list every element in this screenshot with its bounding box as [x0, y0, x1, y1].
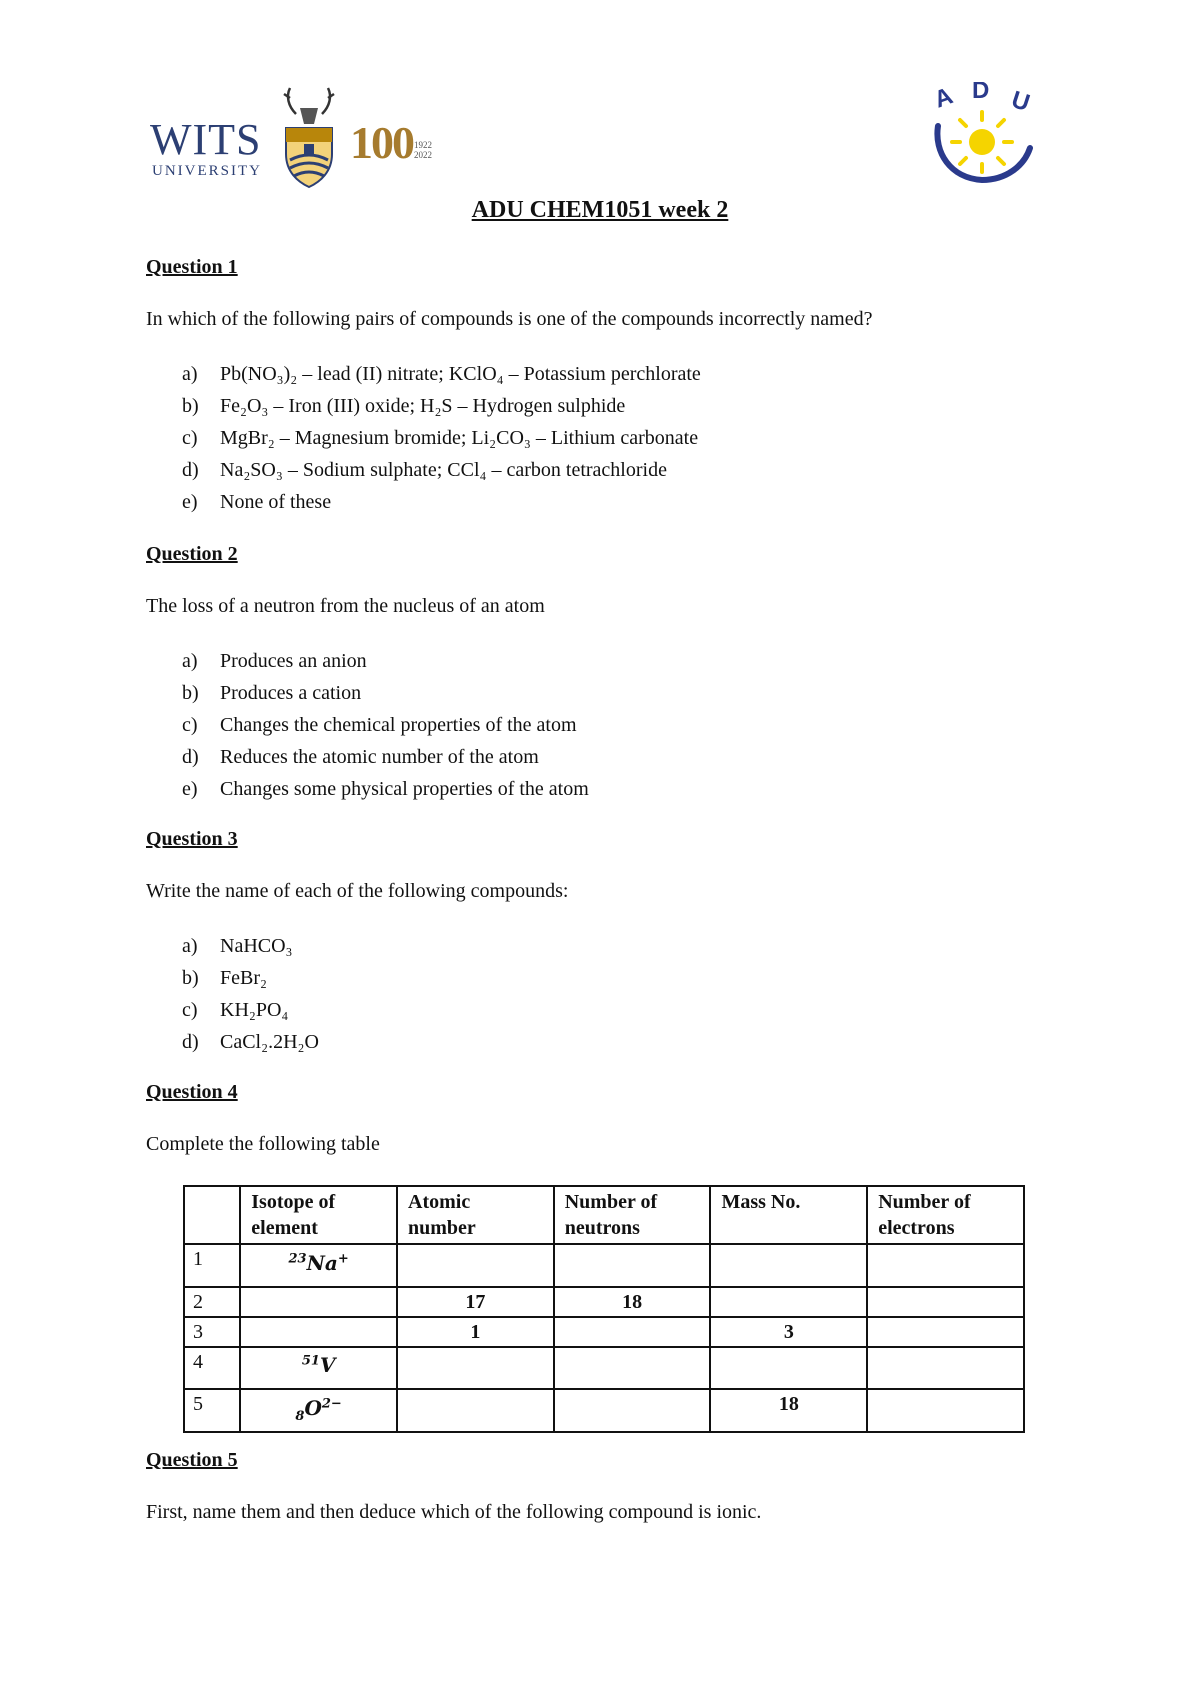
row-number: 2 [184, 1287, 240, 1317]
isotope-cell[interactable] [240, 1317, 397, 1347]
atomic-number-cell[interactable] [397, 1389, 554, 1432]
adu-logo [924, 82, 1044, 192]
wits-crest-icon [274, 84, 344, 189]
option-letter: c) [182, 714, 198, 736]
question-2-heading: Question 2 [146, 543, 238, 565]
mass-number: 51 [301, 1353, 320, 1369]
page-title: ADU CHEM1051 week 2 [471, 197, 729, 223]
option-text: Changes the chemical properties of the atom [220, 714, 577, 736]
column-header: Atomic number [397, 1186, 554, 1244]
element-symbol: O [304, 1395, 322, 1420]
option-letter: d) [182, 1031, 199, 1053]
option-text: Produces an anion [220, 650, 367, 672]
option-text: Produces a cation [220, 682, 362, 704]
question-1-heading: Question 1 [146, 256, 238, 278]
option-letter: e) [182, 778, 198, 800]
isotope-cell [240, 1347, 397, 1390]
option-item [182, 358, 701, 390]
adu-letter-d: D [972, 82, 990, 104]
option-item [182, 677, 589, 709]
ion-charge: 2− [321, 1396, 342, 1412]
mass-number-cell[interactable] [710, 1347, 867, 1390]
electrons-cell[interactable] [867, 1317, 1024, 1347]
option-item [182, 454, 701, 486]
electrons-cell[interactable] [867, 1244, 1024, 1287]
column-header: Mass No. [710, 1186, 867, 1244]
wits-wordmark: WITS [150, 115, 262, 164]
option-text: CaCl₂.2H₂O [220, 1031, 319, 1053]
question-3-text: Write the name of each of the following compounds: [146, 880, 569, 902]
sun-icon [969, 129, 995, 155]
question-2-text: The loss of a neutron from the nucleus of an atom [146, 595, 545, 617]
row-number: 5 [184, 1389, 240, 1432]
element-symbol: V [319, 1353, 336, 1378]
question-3-options [182, 930, 319, 1058]
centenary-years [414, 140, 432, 160]
table-header-row [184, 1186, 1024, 1244]
question-2-options [182, 645, 589, 805]
question-1-options [182, 358, 701, 518]
option-letter: e) [182, 491, 198, 513]
centenary-start-year: 1922 [414, 140, 432, 150]
wits-university-logo [150, 84, 450, 194]
option-item [182, 709, 589, 741]
neutrons-cell[interactable] [554, 1244, 711, 1287]
option-item [182, 773, 589, 805]
option-text: Na₂SO₃ – Sodium sulphate; CCl₄ – carbon tetrachloride [220, 459, 667, 481]
option-letter: c) [182, 999, 198, 1021]
isotope-cell [240, 1389, 397, 1432]
adu-letter-u: U [1008, 86, 1033, 118]
option-item [182, 486, 701, 518]
option-letter: a) [182, 363, 198, 385]
option-item [182, 422, 701, 454]
option-item [182, 962, 319, 994]
option-letter: c) [182, 427, 198, 449]
option-item [182, 930, 319, 962]
mass-number-cell[interactable] [710, 1244, 867, 1287]
electrons-cell[interactable] [867, 1347, 1024, 1390]
column-header: Number of neutrons [554, 1186, 711, 1244]
option-letter: d) [182, 459, 199, 481]
neutrons-cell: 18 [554, 1287, 711, 1317]
option-text: Changes some physical properties of the atom [220, 778, 589, 800]
table-row [184, 1317, 1024, 1347]
option-letter: a) [182, 650, 198, 672]
neutrons-cell[interactable] [554, 1389, 711, 1432]
mass-number-cell: 18 [710, 1389, 867, 1432]
question-4-text: Complete the following table [146, 1133, 380, 1155]
column-header [184, 1186, 240, 1244]
option-letter: b) [182, 395, 199, 417]
atomic-number-cell: 1 [397, 1317, 554, 1347]
adu-letter-a: A [930, 82, 957, 114]
ion-charge: + [337, 1251, 349, 1266]
wits-university-label: UNIVERSITY [152, 163, 262, 179]
table-row [184, 1347, 1024, 1390]
question-5-heading: Question 5 [146, 1449, 238, 1471]
isotope-table [183, 1185, 1025, 1433]
option-letter: a) [182, 935, 198, 957]
option-item [182, 741, 589, 773]
question-4-heading: Question 4 [146, 1081, 238, 1103]
atomic-number: 8 [295, 1408, 305, 1424]
centenary-mark: 100 [350, 117, 413, 168]
atomic-number-cell[interactable] [397, 1347, 554, 1390]
mass-number: 23 [288, 1251, 307, 1266]
option-text: None of these [220, 491, 332, 513]
mass-number-cell: 3 [710, 1317, 867, 1347]
option-text: Reduces the atomic number of the atom [220, 746, 539, 768]
option-text: Pb(NO₃)₂ – lead (II) nitrate; KClO₄ – Potassium perchlorate [220, 363, 701, 385]
option-item [182, 645, 589, 677]
column-header: Number of electrons [867, 1186, 1024, 1244]
electrons-cell[interactable] [867, 1389, 1024, 1432]
question-3-heading: Question 3 [146, 828, 238, 850]
neutrons-cell[interactable] [554, 1317, 711, 1347]
option-text: FeBr₂ [220, 967, 267, 989]
option-letter: d) [182, 746, 199, 768]
option-text: NaHCO₃ [220, 935, 293, 957]
option-item [182, 390, 701, 422]
option-item [182, 1026, 319, 1058]
element-symbol: Na [306, 1250, 338, 1275]
atomic-number-cell[interactable] [397, 1244, 554, 1287]
option-item [182, 994, 319, 1026]
option-text: KH₂PO₄ [220, 999, 289, 1021]
question-5-text: First, name them and then deduce which of the following compound is ionic. [146, 1501, 762, 1523]
option-text: Fe₂O₃ – Iron (III) oxide; H₂S – Hydrogen sulphide [220, 395, 626, 417]
row-number: 3 [184, 1317, 240, 1347]
row-number: 1 [184, 1244, 240, 1287]
isotope-cell [240, 1244, 397, 1287]
row-number: 4 [184, 1347, 240, 1390]
question-1-text: In which of the following pairs of compounds is one of the compounds incorrectly named? [146, 308, 873, 330]
table-row [184, 1287, 1024, 1317]
centenary-end-year: 2022 [414, 150, 432, 160]
option-letter: b) [182, 967, 199, 989]
table-row [184, 1389, 1024, 1432]
option-text: MgBr₂ – Magnesium bromide; Li₂CO₃ – Lithium carbonate [220, 427, 699, 449]
column-header: Isotope of element [240, 1186, 397, 1244]
neutrons-cell[interactable] [554, 1347, 711, 1390]
mass-number-cell[interactable] [710, 1287, 867, 1317]
option-letter: b) [182, 682, 199, 704]
isotope-cell[interactable] [240, 1287, 397, 1317]
atomic-number-cell: 17 [397, 1287, 554, 1317]
electrons-cell[interactable] [867, 1287, 1024, 1317]
table-row [184, 1244, 1024, 1287]
